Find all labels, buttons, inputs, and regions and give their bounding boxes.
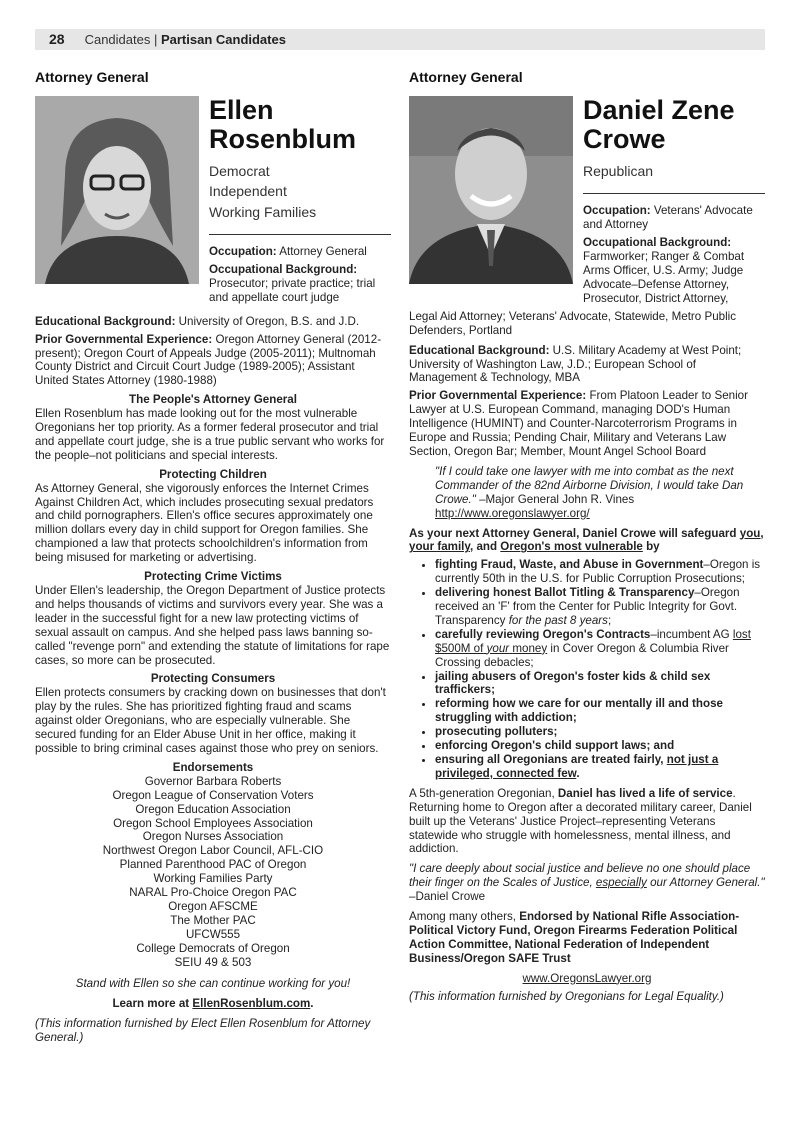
- candidate-photo: [409, 96, 573, 284]
- b6: prosecuting polluters;: [435, 725, 558, 739]
- gov-label: Prior Governmental Experience:: [409, 389, 587, 403]
- b8-end: .: [576, 766, 580, 780]
- endorsements-heading: Endorsements: [172, 760, 254, 774]
- endorsement-item: Oregon League of Conservation Voters: [112, 788, 314, 802]
- party-item: Democrat: [209, 163, 270, 180]
- pledge-and: , and: [470, 540, 498, 554]
- list-item: [435, 725, 765, 739]
- section-heading: The People's Attorney General: [129, 393, 297, 407]
- b3-u2: money: [512, 641, 548, 655]
- slogan: Stand with Ellen so she can continue working for you!: [75, 977, 351, 991]
- pledge-u1: you, your family: [409, 526, 764, 554]
- oregonslawyer-website-link[interactable]: www.OregonsLawyer.org: [522, 971, 652, 985]
- section-heading: Protecting Crime Victims: [144, 570, 282, 584]
- candidate-statement-rosenblum: [35, 69, 391, 1049]
- bio-a: A 5th-generation Oregonian,: [409, 786, 555, 800]
- occ-bg-label: Occupational Background:: [209, 262, 358, 276]
- occ-bg-label: Occupational Background:: [583, 236, 732, 250]
- governmental-experience: [35, 333, 391, 389]
- portrait-crowe: [409, 96, 573, 284]
- section-label: Candidates |: [84, 31, 158, 47]
- gov-value: From Platoon Leader to Senior Lawyer at U.S. European Command, managing DOD's Human Intelligence (HUMINT) and Counter-Narcoterrorism Programs in Europe and Russia; Pending Chair, Military and Veterans Law Section, Oregon Bar; Member, Mount Angel School Board: [409, 389, 748, 458]
- endorsement-item: Governor Barbara Roberts: [144, 774, 282, 788]
- endorsement-quote: [435, 465, 765, 521]
- quote-attribution: –Major General John R. Vines: [475, 492, 635, 506]
- list-item: [435, 586, 765, 628]
- list-item: [435, 753, 765, 781]
- b3-u1: lost $500M of: [435, 627, 751, 655]
- quote-text: "If I could take one lawyer with me into combat as the next Commander of the 82nd Airborne Division, I would take Dan Crowe.": [435, 464, 744, 506]
- b4: jailing abusers of Oregon's foster kids & child sex traffickers;: [435, 669, 711, 697]
- page-number: 28: [49, 31, 65, 48]
- b2-rest: –Oregon received an 'F' from the Center for Public Integrity for Govt. Transparency: [435, 586, 740, 627]
- divider: [209, 234, 391, 235]
- occupational-background: [583, 236, 765, 306]
- party-item: Republican: [583, 163, 654, 180]
- endorsement-item: Oregon Education Association: [135, 802, 291, 816]
- website: [409, 972, 765, 986]
- name-line-1: Daniel Zene: [583, 94, 735, 125]
- educational-background: [409, 344, 765, 386]
- endorsement-item: Oregon School Employees Association: [113, 816, 313, 830]
- gov-value: Oregon Attorney General (2012-present); Oregon Court of Appeals Judge (2005-2011); Multnomah County District and Circuit Court Judge (1989-2005); Assistant United States Attorney (1980-1988): [35, 332, 382, 388]
- bio-b: . Returning home to Oregon after a decorated military career, Daniel built up the Veterans' Justice Project–representing Veterans statewide who struggle with homelessness, mental illness, and addiction.: [409, 786, 752, 856]
- furnished-by: (This information furnished by Elect Ellen Rosenblum for Attorney General.): [35, 1017, 371, 1045]
- endorsement-item: The Mother PAC: [170, 913, 256, 927]
- section-text: As Attorney General, she vigorously enforces the Internet Crimes Against Children Act, which includes prosecuting sexual predators and child pornographers. Ellen's office secures approximately one million dollars every day in child support for Oregon families. She championed a law that protects schoolchildren's information from being misused for marketing or advertising.: [35, 481, 374, 565]
- occupation: [209, 245, 391, 259]
- pledge-u2: Oregon's most vulnerable: [500, 540, 643, 554]
- b5: reforming how we care for our mentally ill and those struggling with addiction;: [435, 697, 723, 725]
- campaign-website-link[interactable]: EllenRosenblum.com: [192, 997, 311, 1011]
- pledge-by: by: [646, 540, 660, 554]
- governmental-experience: [409, 389, 765, 459]
- party-item: Independent: [209, 183, 287, 200]
- party-list: [583, 161, 765, 181]
- endorsement-item: College Democrats of Oregon: [136, 941, 290, 955]
- endorsement-item: Oregon Nurses Association: [142, 830, 284, 844]
- b3-end: in Cover Oregon & Columbia River Crossing debacles;: [435, 641, 729, 669]
- endorsement-item: Northwest Oregon Labor Council, AFL-CIO: [102, 844, 324, 858]
- endorsement-item: Planned Parenthood PAC of Oregon: [119, 858, 307, 872]
- list-item: [435, 628, 765, 670]
- occupation-label: Occupation:: [209, 245, 277, 259]
- edu-value: University of Oregon, B.S. and J.D.: [178, 314, 360, 328]
- occ-bg-value: Prosecutor; private practice; trial and appellate court judge: [209, 276, 376, 304]
- quote2-u: especially: [595, 876, 647, 890]
- candidate-quote: [409, 862, 765, 904]
- endorsement-item: Working Families Party: [153, 872, 273, 886]
- list-item: [435, 670, 765, 698]
- section-heading: Protecting Children: [159, 467, 267, 481]
- b2-end: ;: [607, 613, 612, 627]
- learn-more-end: .: [310, 997, 314, 1011]
- party-list: [209, 161, 391, 222]
- learn-more: [35, 997, 391, 1011]
- endorsed-by: [409, 910, 765, 966]
- name-line-2: Rosenblum: [209, 124, 357, 155]
- page-header: [35, 29, 765, 50]
- endorsement-item: Oregon AFSCME: [168, 899, 258, 913]
- section-heading: Protecting Consumers: [150, 672, 276, 686]
- name-line-2: Crowe: [583, 124, 666, 155]
- section-text: Ellen protects consumers by cracking down on businesses that don't play by the rules. She has prioritized fighting fraud and scams against older Oregonians, who are especially vulnerable. She secured funding for an Elder Abuse Unit in her office, making it possible to bring criminal cases against those who prey on seniors.: [35, 686, 386, 755]
- candidate-photo: [35, 96, 199, 284]
- section-text: Under Ellen's leadership, the Oregon Department of Justice protects and helps thousands of victims and survivors every year. She was a leader in the successful fight for a new law protecting victims of sexual assault on campus. And she helped pass laws banning so-called "revenge porn" and extending the statute of limitations for rape cases, so more can be prosecuted.: [35, 584, 390, 667]
- subsection-label: Partisan Candidates: [160, 31, 286, 47]
- occ-bg-value: Farmworker; Ranger & Combat Arms Officer, U.S. Army; Judge Advocate–Defense Attorney, Prosecutor, District Attorney,: [583, 250, 745, 305]
- pledge-text: As your next Attorney General, Daniel Crowe will safeguard: [409, 526, 737, 540]
- endorsement-item: SEIU 49 & 503: [174, 955, 252, 969]
- b3-ui: your: [486, 641, 510, 655]
- list-item: [435, 558, 765, 586]
- endorsement-item: UFCW555: [185, 927, 241, 941]
- section-text: Ellen Rosenblum has made looking out for the most vulnerable Oregonians her top priority. As a former federal prosecutor and trial and appellate court judge, she is a true public servant who works for the people–not politicians and special interests.: [35, 407, 385, 462]
- quote2-a: "I care deeply about social justice and believe no one should place their finger on the Scales of Justice,: [409, 862, 751, 890]
- oregonslawyer-link[interactable]: http://www.oregonslawyer.org/: [435, 506, 590, 520]
- furnished-by: (This information furnished by Oregonians for Legal Equality.): [409, 989, 724, 1003]
- occupation-value: Attorney General: [279, 245, 367, 259]
- quote2-attr: –Daniel Crowe: [409, 890, 486, 904]
- portrait-rosenblum: [35, 96, 199, 284]
- pledge-intro: [409, 527, 765, 555]
- gov-label: Prior Governmental Experience:: [35, 332, 213, 346]
- edu-label: Educational Background:: [409, 343, 550, 357]
- list-item: [435, 697, 765, 725]
- endorse-intro: Among many others,: [409, 910, 516, 924]
- endorse-bold: Endorsed by National Rifle Association-Political Victory Fund, Oregon Firearms Federation Political Action Committee, National Federation of Independent Business/Oregon SAFE Trust: [409, 910, 740, 965]
- occupational-background: [209, 263, 391, 305]
- occupation-value: Veterans' Advocate and Attorney: [583, 204, 753, 232]
- b8-bold: ensuring all Oregonians are treated fairly,: [435, 753, 664, 766]
- party-item: Working Families: [209, 203, 317, 220]
- b7: enforcing Oregon's child support laws; and: [435, 739, 675, 753]
- occupational-background-cont: Legal Aid Attorney; Veterans' Advocate, Statewide, Metro Public Defenders, Portland: [409, 309, 737, 337]
- edu-value: U.S. Military Academy at West Point; University of Washington Law, J.D.; European School of Management & Technology, MBA: [409, 343, 742, 385]
- office-title: Attorney General: [409, 69, 523, 85]
- b1-rest: –Oregon is currently 50th in the U.S. for Public Corruption Prosecutions;: [435, 558, 761, 586]
- list-item: [435, 739, 765, 753]
- quote2-b: our Attorney General.": [650, 876, 765, 890]
- candidate-name: [209, 96, 391, 155]
- occupation: [583, 204, 765, 232]
- b3-rest: –incumbent AG: [650, 627, 730, 641]
- b8-u: not just a privileged, connected few: [435, 753, 719, 780]
- b2-bold: delivering honest Ballot Titling & Transparency: [435, 586, 695, 600]
- bio-bold: Daniel has lived a life of service: [557, 786, 733, 800]
- b2-ital: for the past 8 years: [508, 613, 608, 627]
- candidate-statement-crowe: [409, 69, 765, 1008]
- office-title: Attorney General: [35, 69, 149, 85]
- endorsement-list: [35, 775, 391, 970]
- b3-bold: carefully reviewing Oregon's Contracts: [435, 627, 651, 641]
- name-line-1: Ellen: [209, 94, 274, 125]
- learn-more-text: Learn more at: [112, 997, 190, 1011]
- bio: [409, 787, 765, 857]
- candidate-name: [583, 96, 765, 155]
- edu-label: Educational Background:: [35, 314, 176, 328]
- endorsement-item: NARAL Pro-Choice Oregon PAC: [129, 886, 297, 900]
- divider: [583, 193, 765, 194]
- occupation-label: Occupation:: [583, 204, 651, 218]
- pledge-list: [409, 558, 765, 781]
- b1-bold: fighting Fraud, Waste, and Abuse in Government: [435, 558, 704, 572]
- educational-background: [35, 315, 391, 329]
